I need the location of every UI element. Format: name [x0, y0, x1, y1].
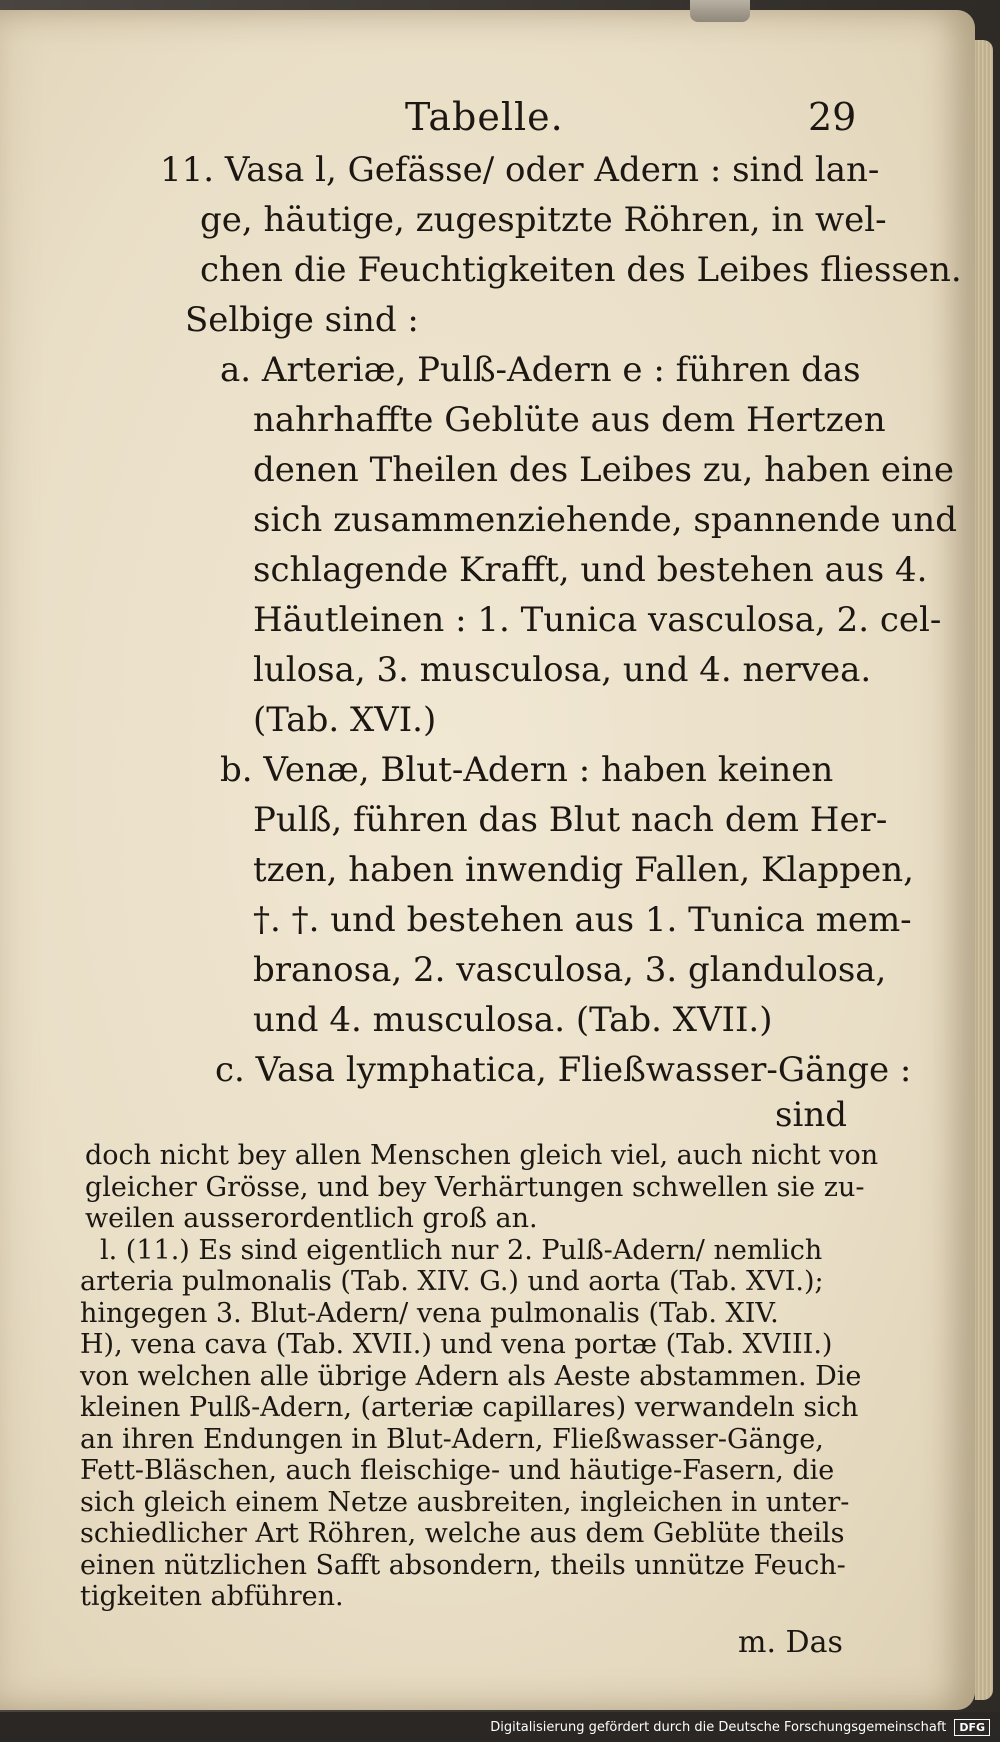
main-line: †. †. und bestehen aus 1. Tunica mem- — [253, 900, 912, 940]
footnote-line: von welchen alle übrige Adern als Aeste abstammen. Die — [80, 1360, 862, 1392]
running-header: Tabelle. — [405, 95, 564, 139]
main-line: tzen, haben inwendig Fallen, Klappen, — [253, 850, 914, 890]
main-line: sich zusammenziehende, spannende und — [253, 500, 957, 540]
footnote-line: l. (11.) Es sind eigentlich nur 2. Pulß-Adern/ nemlich — [100, 1234, 823, 1266]
catchword-main: sind — [775, 1095, 847, 1135]
footnote-line: doch nicht bey allen Menschen gleich viel, auch nicht von — [85, 1140, 879, 1171]
main-line: (Tab. XVI.) — [253, 700, 437, 740]
page-edges — [975, 40, 993, 1700]
main-line: Pulß, führen das Blut nach dem Her- — [253, 800, 888, 840]
main-line: a. Arteriæ, Pulß-Adern e : führen das — [220, 350, 861, 390]
digitization-credit-bar — [0, 1712, 1000, 1742]
footnote-line: tigkeiten abführen. — [80, 1581, 344, 1612]
main-line: c. Vasa lymphatica, Fließwasser-Gänge : — [215, 1050, 912, 1090]
main-line: und 4. musculosa. (Tab. XVII.) — [253, 1000, 773, 1040]
main-line: nahrhaffte Geblüte aus dem Hertzen — [253, 400, 886, 440]
footnote-line: sich gleich einem Netze ausbreiten, ingleichen in unter- — [80, 1486, 850, 1518]
page-number: 29 — [808, 95, 857, 139]
main-line: ge, häutige, zugespitzte Röhren, in wel- — [200, 200, 887, 240]
footnote-line: Fett-Bläschen, auch fleischige- und häutige-Fasern, die — [80, 1455, 835, 1486]
footnote-line: arteria pulmonalis (Tab. XIV. G.) und aorta (Tab. XVI.); — [80, 1266, 824, 1297]
main-line: lulosa, 3. musculosa, und 4. nervea. — [253, 650, 872, 690]
main-line: branosa, 2. vasculosa, 3. glandulosa, — [253, 950, 887, 990]
main-line: Häutleinen : 1. Tunica vasculosa, 2. cel- — [253, 600, 942, 640]
main-line: denen Theilen des Leibes zu, haben eine — [253, 450, 954, 490]
main-line: Selbige sind : — [185, 300, 419, 340]
footnote-line: hingegen 3. Blut-Adern/ vena pulmonalis (Tab. XIV. — [80, 1297, 779, 1329]
main-line: b. Venæ, Blut-Adern : haben keinen — [220, 750, 834, 790]
footnote-line: an ihren Endungen in Blut-Adern, Fließwasser-Gänge, — [80, 1423, 824, 1455]
main-line: chen die Feuchtigkeiten des Leibes fliessen. — [200, 250, 962, 290]
footnote-line: gleicher Grösse, und bey Verhärtungen schwellen sie zu- — [85, 1171, 865, 1203]
footnote-line: H), vena cava (Tab. XVII.) und vena portæ (Tab. XVIII.) — [80, 1329, 833, 1360]
catchword: m. Das — [738, 1625, 843, 1660]
main-line: 11. Vasa l, Gefässe/ oder Adern : sind lan- — [160, 150, 880, 190]
credit-text: Digitalisierung gefördert durch die Deutsche Forschungsgemeinschaft — [490, 1719, 947, 1735]
main-line: schlagende Krafft, und bestehen aus 4. — [253, 550, 928, 590]
dfg-logo: DFG — [954, 1719, 990, 1736]
footnote-line: kleinen Pulß-Adern, (arteriæ capillares) verwandeln sich — [80, 1392, 859, 1423]
footnote-line: weilen ausserordentlich groß an. — [85, 1203, 538, 1234]
footnote-line: schiedlicher Art Röhren, welche aus dem Geblüte theils — [80, 1518, 845, 1549]
footnote-line: einen nützlichen Safft absondern, theils unnütze Feuch- — [80, 1549, 846, 1581]
binding-clip — [690, 0, 750, 22]
